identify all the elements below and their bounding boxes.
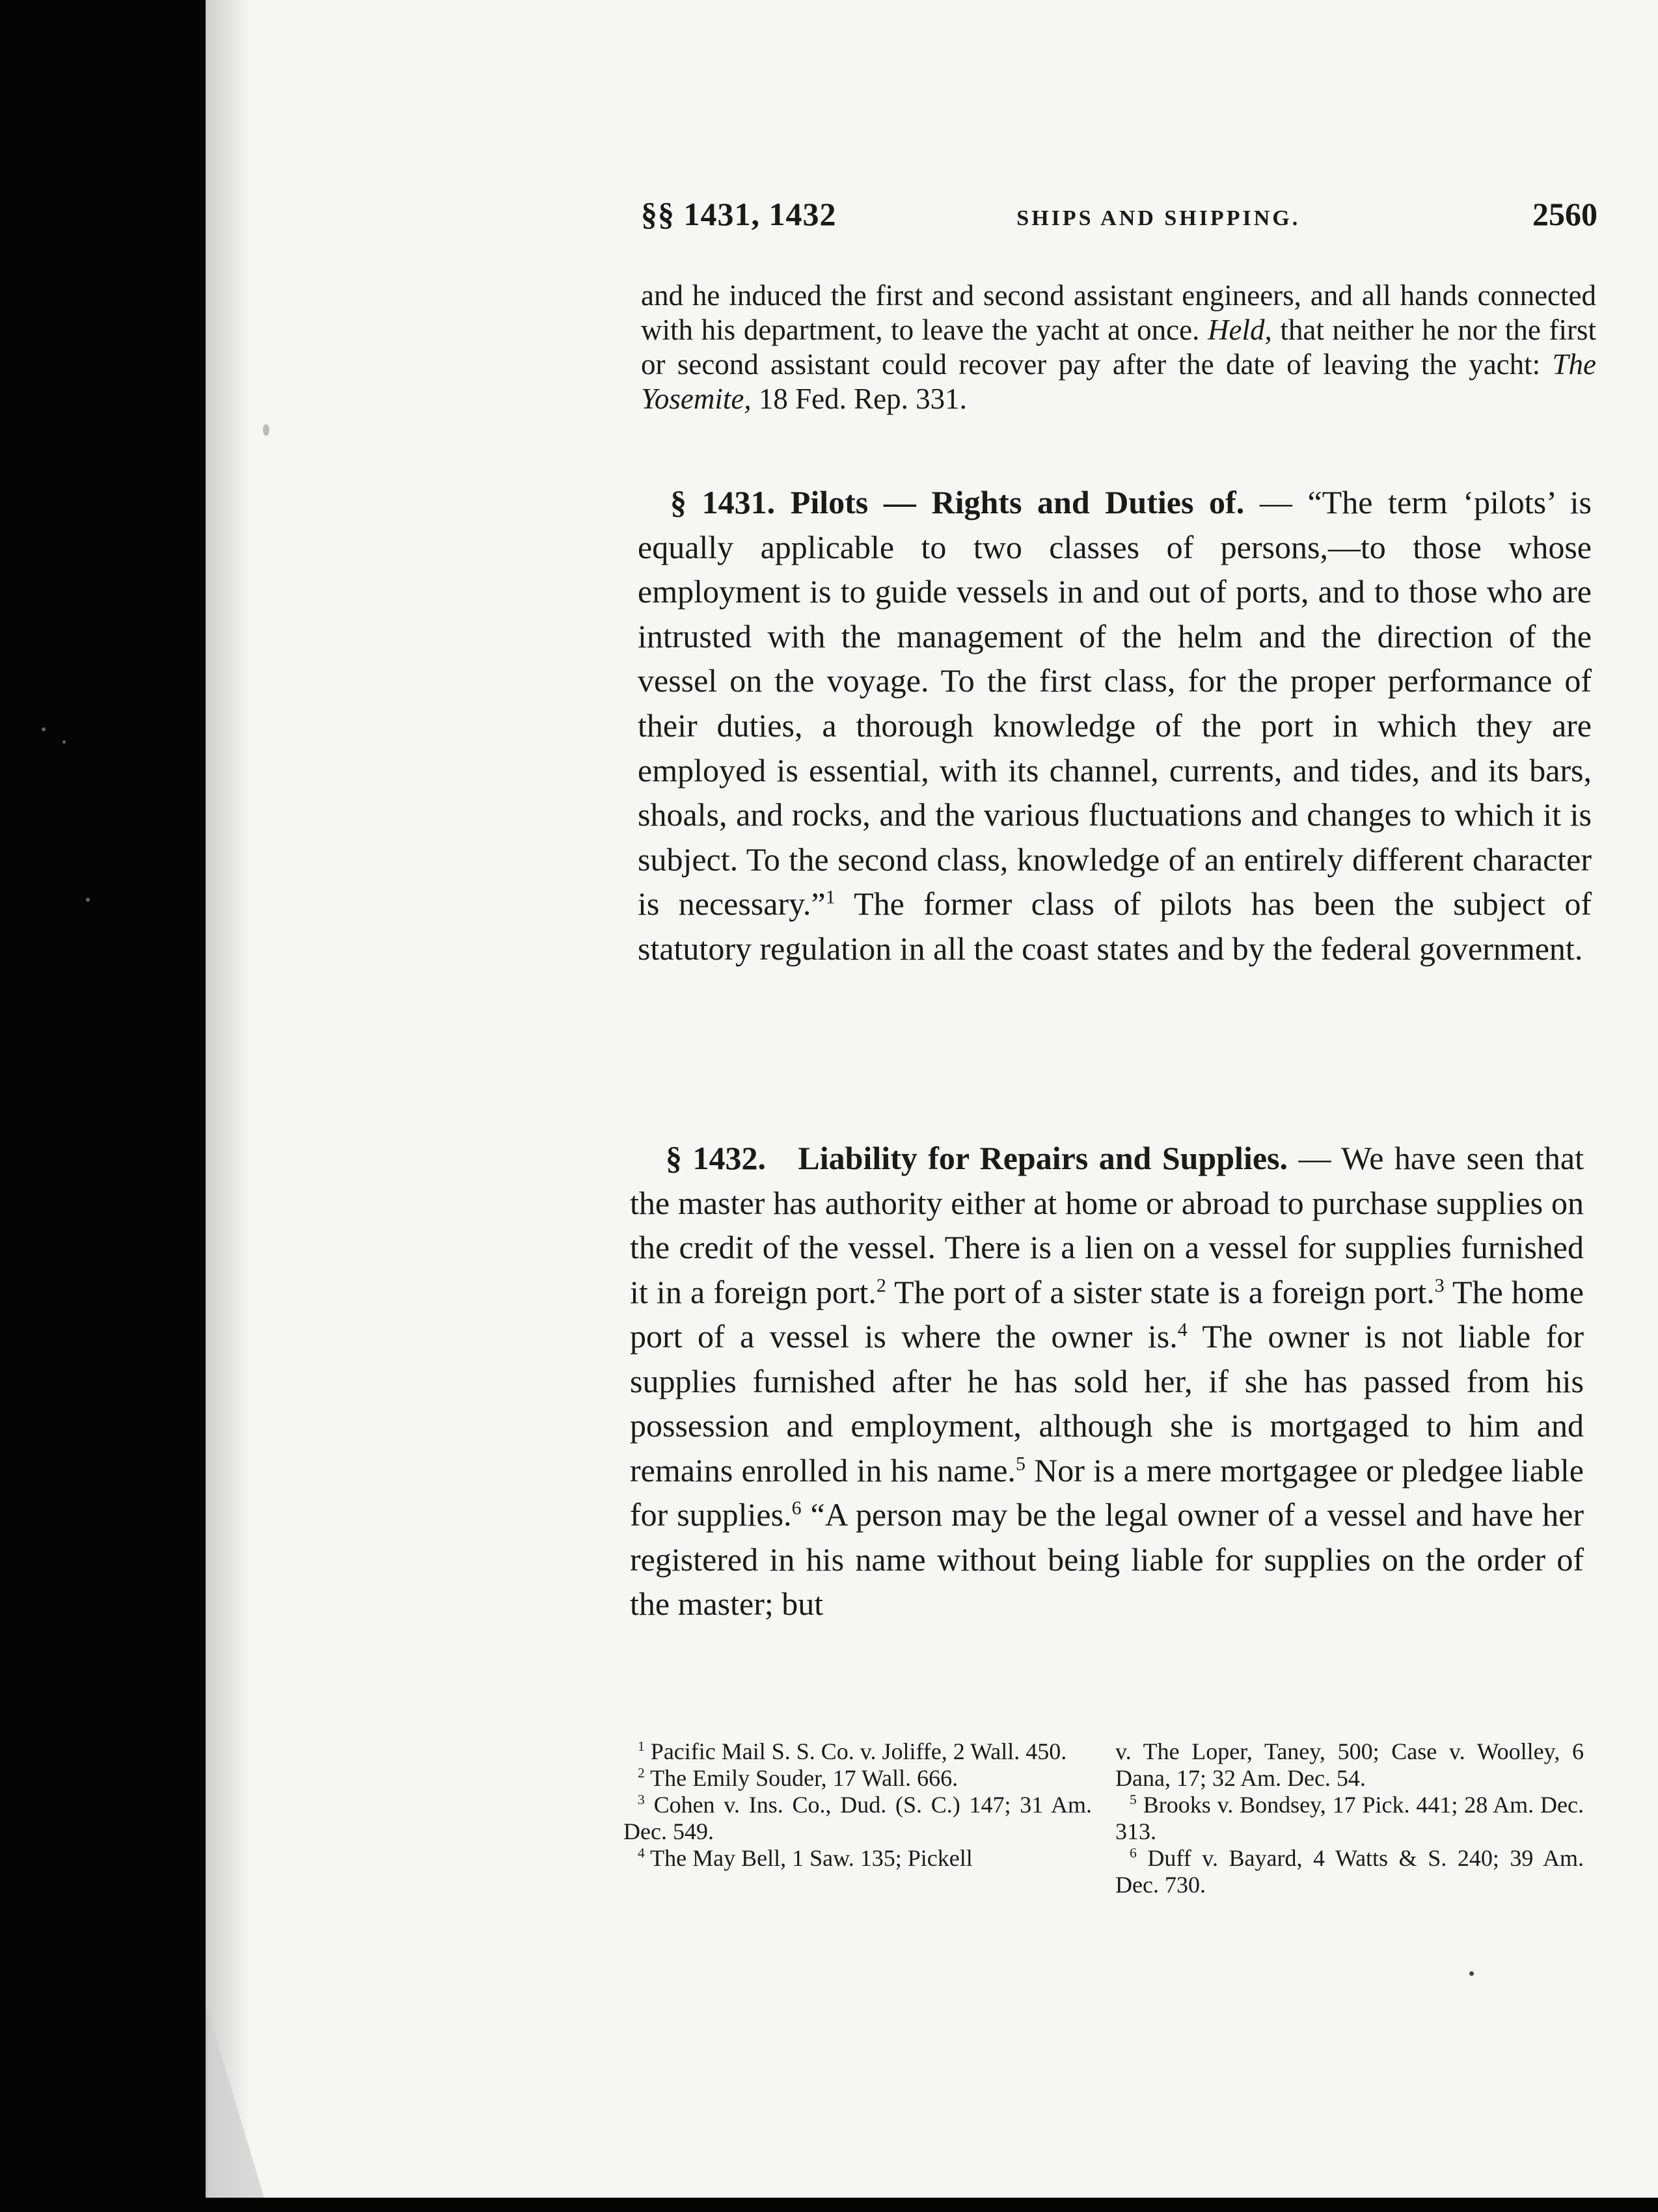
footnote-text: Brooks v. Bondsey, 17 Pick. 441; 28 Am. Dec. 313. xyxy=(1115,1792,1584,1844)
section-body: The former class of pilots has been the subject of statutory regulation in all the coast states and by the federal government. xyxy=(638,885,1592,967)
lead-held: Held, xyxy=(1208,314,1272,346)
continued-note-paragraph xyxy=(641,278,1596,416)
section-body: Nor is a mere mortgagee or pledgee liable for supplies. xyxy=(630,1451,1584,1533)
section-body: “The term ‘pilots’ is equally applicable to two classes of persons,—to those whose employment is to guide vessels in and out of ports, and to those who are intrusted with the management of the helm and the direction of the vessel on the voyage. To the first class, for the proper performance of their duties, a thorough knowledge of the port in which they are employed is essential, with its channel, currents, and tides, and its bars, shoals, and rocks, and the various fluctuations and changes to which it is subject. To the second class, knowledge of an entirely different character is necessary.” xyxy=(638,484,1592,923)
running-header xyxy=(641,195,1597,241)
footnote-ref: 3 xyxy=(1434,1274,1445,1296)
section-number: § 1431. xyxy=(670,484,776,520)
footnote-mark: 5 xyxy=(1130,1792,1137,1807)
header-section-range: §§ 1431, 1432 xyxy=(641,196,837,232)
scan-margin-left xyxy=(0,0,208,2212)
footnote-mark: 4 xyxy=(638,1845,645,1861)
footnote-text: Duff v. Bayard, 4 Watts & S. 240; 39 Am. Dec. 730. xyxy=(1115,1845,1584,1898)
section-number: § 1432. xyxy=(666,1140,766,1176)
footnotes-right-column xyxy=(1115,1738,1584,1898)
scan-margin-bottom xyxy=(0,2198,1658,2212)
section-body: “A person may be the legal owner of a vessel and have her registered in his name without being liable for supplies on the order of the master; but xyxy=(630,1496,1584,1622)
speck xyxy=(86,898,90,902)
speck xyxy=(263,424,269,436)
footnote-ref: 2 xyxy=(876,1274,886,1296)
lead-text: that neither he nor the first or second assistant could recover pay after the date of leaving the yacht: xyxy=(641,314,1596,381)
footnote-text: The Emily Souder, 17 Wall. 666. xyxy=(650,1765,958,1791)
header-running-title: SHIPS AND SHIPPING. xyxy=(1016,206,1301,230)
section-dash: — xyxy=(1287,1140,1342,1176)
footnote-ref: 5 xyxy=(1015,1452,1026,1474)
section-heading: Pilots — Rights and Duties of. xyxy=(790,484,1245,520)
header-page-number: 2560 xyxy=(1532,196,1597,232)
speck xyxy=(62,740,66,744)
footnote-ref: 1 xyxy=(825,886,836,908)
footnotes-left-column xyxy=(623,1738,1092,1898)
section-body: We have seen that the master has authority either at home or abroad to purchase supplies on the credit of the vessel. There is a lien on a vessel for supplies furnished it in a foreign port. xyxy=(630,1140,1584,1310)
speck xyxy=(1469,1971,1474,1976)
footnote-mark: 1 xyxy=(638,1738,645,1754)
footnote-ref: 4 xyxy=(1177,1319,1188,1341)
footnote-6 xyxy=(1115,1845,1584,1898)
page-edge-shadow xyxy=(206,0,251,2198)
footnote-1 xyxy=(623,1738,1092,1765)
footnote-mark: 6 xyxy=(1130,1845,1137,1861)
section-body: The owner is not liable for supplies furnished after he has sold her, if she has passed from his possession and employment, although she is mortgaged to him and remains enrolled in his name. xyxy=(630,1318,1584,1489)
footnote-mark: 2 xyxy=(638,1765,645,1781)
footnote-3 xyxy=(623,1792,1092,1845)
lead-case-name: The Yosemite, xyxy=(641,348,1596,415)
section-body: The home port of a vessel is where the owner is. xyxy=(630,1273,1584,1355)
speck xyxy=(42,727,46,731)
footnote-4-continued: v. The Loper, Taney, 500; Case v. Woolley, 6 Dana, 17; 32 Am. Dec. 54. xyxy=(1115,1738,1584,1791)
footnote-text: Pacific Mail S. S. Co. v. Joliffe, 2 Wall. 450. xyxy=(650,1738,1067,1764)
section-heading: Liability for Repairs and Supplies. xyxy=(798,1140,1288,1176)
section-dash: — xyxy=(1244,484,1308,520)
footnote-text: Cohen v. Ins. Co., Dud. (S. C.) 147; 31 Am. Dec. 549. xyxy=(623,1792,1093,1844)
section-1431-paragraph xyxy=(638,480,1592,971)
lead-text: and he induced the first and second assistant engineers, and all hands connected with his department, to leave the yacht at once. xyxy=(641,279,1596,346)
lead-citation: 18 Fed. Rep. 331. xyxy=(751,383,967,415)
footnotes xyxy=(623,1738,1584,1898)
section-1432-paragraph xyxy=(630,1136,1584,1626)
section-body: The port of a sister state is a foreign port. xyxy=(886,1273,1435,1310)
footnote-ref: 6 xyxy=(791,1497,802,1519)
footnote-5 xyxy=(1115,1792,1584,1845)
footnote-text: The May Bell, 1 Saw. 135; Pickell xyxy=(650,1845,973,1871)
footnote-2 xyxy=(623,1765,1092,1792)
footnote-mark: 3 xyxy=(638,1792,645,1807)
footnote-4 xyxy=(623,1845,1092,1872)
